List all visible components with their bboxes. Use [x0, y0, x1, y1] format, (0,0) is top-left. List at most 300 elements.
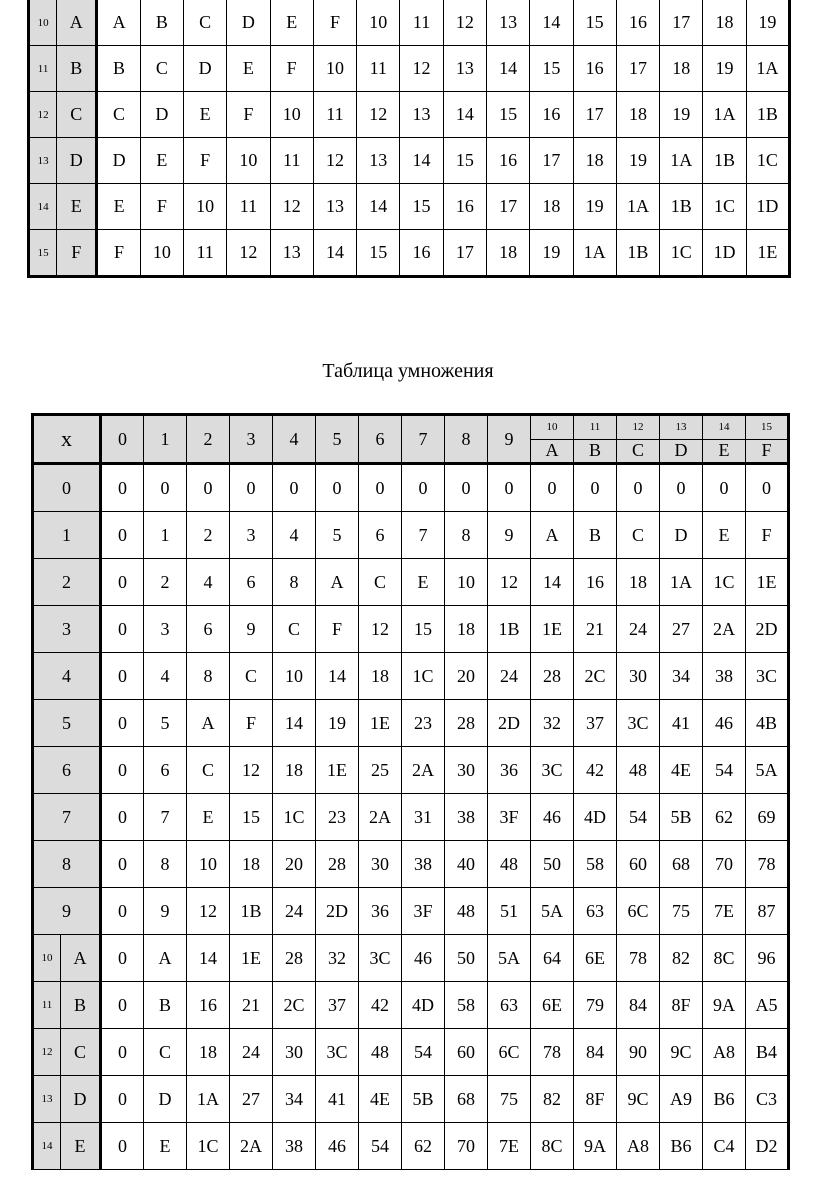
table-cell: 19	[316, 700, 359, 747]
table-cell: D	[97, 138, 140, 184]
table-row	[33, 747, 789, 794]
table-cell: 41	[660, 700, 703, 747]
table-cell: 0	[101, 512, 144, 559]
row-header-hex: D	[61, 1076, 101, 1123]
table-cell: 17	[616, 46, 659, 92]
table-cell: 82	[660, 935, 703, 982]
row-header: 9	[33, 888, 101, 935]
table-cell: 17	[443, 230, 486, 277]
table-cell: 12	[357, 92, 400, 138]
table-cell: 48	[359, 1029, 402, 1076]
table-cell: 3F	[402, 888, 445, 935]
table-cell: 14	[443, 92, 486, 138]
table-cell: 21	[230, 982, 273, 1029]
table-cell: 64	[531, 935, 574, 982]
col-header-dec: 11	[574, 415, 617, 440]
table-cell: 8F	[574, 1076, 617, 1123]
table-cell: 0	[703, 464, 746, 512]
table-cell: 11	[270, 138, 313, 184]
table-cell: 1B	[746, 92, 789, 138]
table-cell: 48	[488, 841, 531, 888]
table-row	[33, 1029, 789, 1076]
table-cell: 60	[445, 1029, 488, 1076]
table-cell: 10	[313, 46, 356, 92]
table-cell: A	[531, 512, 574, 559]
col-header-dec: 14	[703, 415, 746, 440]
table-cell: 0	[574, 464, 617, 512]
table-cell: F	[313, 0, 356, 46]
table-cell: E	[402, 559, 445, 606]
table-cell: C	[273, 606, 316, 653]
table-row	[29, 46, 790, 92]
table-cell: 32	[316, 935, 359, 982]
table-cell: 60	[617, 841, 660, 888]
table-cell: E	[144, 1123, 187, 1170]
row-header-hex: C	[61, 1029, 101, 1076]
table-cell: 0	[101, 841, 144, 888]
table-cell: 0	[359, 464, 402, 512]
table-cell: 14	[486, 46, 529, 92]
table-cell: 4D	[402, 982, 445, 1029]
col-header-dec: 13	[660, 415, 703, 440]
table-cell: 3C	[316, 1029, 359, 1076]
table-cell: 0	[101, 559, 144, 606]
row-header: 5	[33, 700, 101, 747]
table-cell: 18	[230, 841, 273, 888]
col-header-hex: A	[531, 439, 574, 464]
table-cell: 54	[703, 747, 746, 794]
table-cell: 38	[273, 1123, 316, 1170]
table-cell: 15	[443, 138, 486, 184]
table-cell: 0	[101, 1029, 144, 1076]
table-cell: A	[187, 700, 230, 747]
table-row	[29, 0, 790, 46]
table-cell: 1B	[230, 888, 273, 935]
table-cell: 1A	[660, 138, 703, 184]
table-row	[33, 700, 789, 747]
col-header-dec: 15	[746, 415, 789, 440]
table-cell: D	[183, 46, 226, 92]
table-cell: 18	[445, 606, 488, 653]
table-cell: 23	[316, 794, 359, 841]
table-cell: 0	[746, 464, 789, 512]
table-cell: 18	[617, 559, 660, 606]
row-header: 4	[33, 653, 101, 700]
table-cell: 5	[316, 512, 359, 559]
table-cell: 1B	[660, 184, 703, 230]
table-cell: 4E	[359, 1076, 402, 1123]
table-cell: A8	[617, 1123, 660, 1170]
table-cell: 1A	[616, 184, 659, 230]
row-header-hex: B	[57, 46, 97, 92]
table-cell: 27	[230, 1076, 273, 1123]
table-cell: B6	[660, 1123, 703, 1170]
table-cell: 6C	[488, 1029, 531, 1076]
table-cell: 2	[187, 512, 230, 559]
table-cell: 15	[486, 92, 529, 138]
table-cell: 30	[617, 653, 660, 700]
table-cell: 16	[443, 184, 486, 230]
table-cell: 23	[402, 700, 445, 747]
table-row	[33, 559, 789, 606]
table-cell: 32	[531, 700, 574, 747]
table-cell: 3C	[617, 700, 660, 747]
table-cell: 2A	[402, 747, 445, 794]
table-cell: 5B	[660, 794, 703, 841]
table-cell: 8	[187, 653, 230, 700]
table-cell: 7	[402, 512, 445, 559]
table-cell: 6	[359, 512, 402, 559]
table-cell: C3	[746, 1076, 789, 1123]
table-cell: B6	[703, 1076, 746, 1123]
table-cell: 1E	[746, 230, 789, 277]
table-cell: 46	[316, 1123, 359, 1170]
row-header-hex: F	[57, 230, 97, 277]
table-cell: 24	[273, 888, 316, 935]
table-cell: C	[97, 92, 140, 138]
table-cell: 12	[187, 888, 230, 935]
table-cell: 16	[486, 138, 529, 184]
table-cell: 4B	[746, 700, 789, 747]
table-cell: 14	[400, 138, 443, 184]
table-cell: D	[227, 0, 270, 46]
table-cell: 31	[402, 794, 445, 841]
table-cell: 1A	[660, 559, 703, 606]
header-row	[33, 415, 789, 440]
table-cell: 1B	[488, 606, 531, 653]
table-cell: 3C	[359, 935, 402, 982]
table-cell: 5A	[746, 747, 789, 794]
table-row	[29, 138, 790, 184]
row-header-dec: 14	[29, 184, 57, 230]
table-cell: 7E	[703, 888, 746, 935]
row-header: 3	[33, 606, 101, 653]
table-cell: 1E	[316, 747, 359, 794]
row-header-dec: 13	[33, 1076, 61, 1123]
table-cell: 2A	[230, 1123, 273, 1170]
table-cell: 48	[617, 747, 660, 794]
table-cell: 5A	[531, 888, 574, 935]
table-cell: E	[703, 512, 746, 559]
table-cell: 17	[660, 0, 703, 46]
table-row	[33, 1076, 789, 1123]
table-cell: 0	[445, 464, 488, 512]
table-cell: D	[140, 92, 183, 138]
table-cell: 68	[660, 841, 703, 888]
table-cell: 48	[445, 888, 488, 935]
table-cell: 0	[101, 794, 144, 841]
table-cell: 3	[144, 606, 187, 653]
col-header: 9	[488, 415, 531, 464]
table-cell: 2	[144, 559, 187, 606]
row-header: 2	[33, 559, 101, 606]
row-header-hex: C	[57, 92, 97, 138]
table-cell: 15	[530, 46, 573, 92]
table-cell: 1D	[703, 230, 746, 277]
table-cell: 1E	[359, 700, 402, 747]
table-row	[33, 982, 789, 1029]
table-cell: 6	[230, 559, 273, 606]
table-cell: 1A	[187, 1076, 230, 1123]
row-header-hex: D	[57, 138, 97, 184]
col-header-hex: D	[660, 439, 703, 464]
multiplication-table-body	[33, 415, 789, 1170]
table-cell: 18	[573, 138, 616, 184]
col-header: 2	[187, 415, 230, 464]
table-cell: 63	[488, 982, 531, 1029]
table-cell: 18	[660, 46, 703, 92]
row-header: 6	[33, 747, 101, 794]
table-cell: E	[97, 184, 140, 230]
table-cell: 10	[227, 138, 270, 184]
table-cell: 1C	[703, 559, 746, 606]
table-cell: 13	[270, 230, 313, 277]
table-row	[29, 230, 790, 277]
table-cell: 0	[187, 464, 230, 512]
table-cell: 1B	[616, 230, 659, 277]
table-cell: 9C	[617, 1076, 660, 1123]
table-cell: 16	[616, 0, 659, 46]
table-cell: 4D	[574, 794, 617, 841]
table-cell: 3C	[531, 747, 574, 794]
table-cell: C	[187, 747, 230, 794]
table-cell: 1C	[703, 184, 746, 230]
table-cell: 15	[357, 230, 400, 277]
table-row	[33, 841, 789, 888]
table-cell: 10	[183, 184, 226, 230]
col-header-dec: 12	[617, 415, 660, 440]
table-cell: 38	[445, 794, 488, 841]
row-header-hex: B	[61, 982, 101, 1029]
table-cell: C4	[703, 1123, 746, 1170]
table-cell: E	[227, 46, 270, 92]
table-cell: 8	[445, 512, 488, 559]
table-cell: 0	[101, 747, 144, 794]
table-cell: 14	[187, 935, 230, 982]
table-cell: 1C	[746, 138, 789, 184]
table-cell: C	[617, 512, 660, 559]
table-cell: 42	[574, 747, 617, 794]
table-cell: 24	[488, 653, 531, 700]
row-header-dec: 15	[29, 230, 57, 277]
table-cell: 12	[230, 747, 273, 794]
col-header: 3	[230, 415, 273, 464]
col-header-hex: E	[703, 439, 746, 464]
row-header-dec: 10	[33, 935, 61, 982]
table-cell: A5	[746, 982, 789, 1029]
table-cell: 18	[486, 230, 529, 277]
table-cell: B	[144, 982, 187, 1029]
table-row	[33, 464, 789, 512]
table-cell: 6C	[617, 888, 660, 935]
col-header: 1	[144, 415, 187, 464]
table-cell: 18	[703, 0, 746, 46]
table-cell: B	[140, 0, 183, 46]
table-cell: 38	[703, 653, 746, 700]
table-cell: 12	[270, 184, 313, 230]
table-cell: 46	[402, 935, 445, 982]
table-cell: 4	[273, 512, 316, 559]
table-cell: 36	[488, 747, 531, 794]
table-cell: 10	[140, 230, 183, 277]
table-cell: 84	[617, 982, 660, 1029]
table-cell: 3F	[488, 794, 531, 841]
table-cell: 75	[660, 888, 703, 935]
table-cell: 18	[616, 92, 659, 138]
table-cell: 87	[746, 888, 789, 935]
table-row	[29, 184, 790, 230]
table-cell: 82	[531, 1076, 574, 1123]
table-cell: 62	[703, 794, 746, 841]
row-header-dec: 12	[29, 92, 57, 138]
table-cell: 11	[313, 92, 356, 138]
table-cell: 3	[230, 512, 273, 559]
table-cell: B4	[746, 1029, 789, 1076]
table-cell: 14	[316, 653, 359, 700]
table-cell: 20	[445, 653, 488, 700]
table-cell: 7E	[488, 1123, 531, 1170]
table-cell: 15	[573, 0, 616, 46]
table-row	[33, 1123, 789, 1170]
addition-table-fragment	[27, 0, 791, 278]
table-cell: 8	[144, 841, 187, 888]
table-cell: 18	[273, 747, 316, 794]
table-cell: 6E	[574, 935, 617, 982]
table-cell: 0	[101, 1123, 144, 1170]
table-cell: 12	[227, 230, 270, 277]
table-cell: 0	[144, 464, 187, 512]
table-cell: 19	[660, 92, 703, 138]
table-row	[29, 92, 790, 138]
table-cell: 16	[573, 46, 616, 92]
table-row	[33, 888, 789, 935]
table-cell: 79	[574, 982, 617, 1029]
table-cell: 1C	[273, 794, 316, 841]
table-cell: 11	[227, 184, 270, 230]
multiplication-table	[31, 413, 790, 1170]
col-header-dec: 10	[531, 415, 574, 440]
table-cell: 36	[359, 888, 402, 935]
table-cell: 0	[531, 464, 574, 512]
table-cell: 2D	[488, 700, 531, 747]
table-cell: 27	[660, 606, 703, 653]
table-cell: D	[144, 1076, 187, 1123]
table-cell: 2D	[746, 606, 789, 653]
table-cell: 78	[746, 841, 789, 888]
table-cell: 75	[488, 1076, 531, 1123]
table-cell: 18	[359, 653, 402, 700]
table-cell: 9C	[660, 1029, 703, 1076]
table-cell: 63	[574, 888, 617, 935]
table-cell: 11	[357, 46, 400, 92]
table-cell: 14	[531, 559, 574, 606]
row-header: 8	[33, 841, 101, 888]
table-cell: 16	[574, 559, 617, 606]
table-cell: 37	[316, 982, 359, 1029]
table-cell: 19	[530, 230, 573, 277]
table-cell: 1C	[402, 653, 445, 700]
table-cell: 19	[703, 46, 746, 92]
table-cell: F	[227, 92, 270, 138]
table-cell: A	[97, 0, 140, 46]
table-cell: 12	[488, 559, 531, 606]
table-cell: 2C	[273, 982, 316, 1029]
row-header: 1	[33, 512, 101, 559]
col-header-hex: F	[746, 439, 789, 464]
table-cell: 11	[183, 230, 226, 277]
table-cell: 42	[359, 982, 402, 1029]
table-cell: 0	[101, 1076, 144, 1123]
table-cell: 50	[531, 841, 574, 888]
table-cell: 8	[273, 559, 316, 606]
table-cell: F	[140, 184, 183, 230]
table-cell: 34	[273, 1076, 316, 1123]
table-cell: F	[270, 46, 313, 92]
table-cell: A8	[703, 1029, 746, 1076]
table-cell: 0	[230, 464, 273, 512]
table-cell: 1A	[573, 230, 616, 277]
table-cell: 2D	[316, 888, 359, 935]
table-cell: 1B	[703, 138, 746, 184]
table-cell: 50	[445, 935, 488, 982]
row-header: 7	[33, 794, 101, 841]
table-cell: 41	[316, 1076, 359, 1123]
table-cell: F	[316, 606, 359, 653]
table-cell: 19	[746, 0, 789, 46]
table-cell: 12	[313, 138, 356, 184]
table-cell: 6	[187, 606, 230, 653]
table-cell: 4E	[660, 747, 703, 794]
row-header-dec: 13	[29, 138, 57, 184]
table-cell: E	[183, 92, 226, 138]
table-cell: C	[140, 46, 183, 92]
row-header-hex: A	[57, 0, 97, 46]
col-header: 6	[359, 415, 402, 464]
table-cell: 13	[486, 0, 529, 46]
table-cell: 0	[101, 982, 144, 1029]
table-cell: 0	[101, 464, 144, 512]
table-cell: 12	[400, 46, 443, 92]
row-header-dec: 14	[33, 1123, 61, 1170]
row-header-dec: 11	[33, 982, 61, 1029]
table-cell: 0	[488, 464, 531, 512]
table-cell: 46	[703, 700, 746, 747]
table-cell: 24	[617, 606, 660, 653]
table-cell: 18	[530, 184, 573, 230]
table-cell: 10	[357, 0, 400, 46]
table-cell: 10	[273, 653, 316, 700]
table-cell: 0	[617, 464, 660, 512]
table-cell: 8F	[660, 982, 703, 1029]
table-cell: 17	[530, 138, 573, 184]
table-cell: E	[187, 794, 230, 841]
table-cell: 24	[230, 1029, 273, 1076]
table-cell: 84	[574, 1029, 617, 1076]
table-cell: 1E	[230, 935, 273, 982]
table-cell: 28	[531, 653, 574, 700]
table-cell: F	[97, 230, 140, 277]
table-cell: 5	[144, 700, 187, 747]
table-row	[33, 512, 789, 559]
table-cell: 17	[573, 92, 616, 138]
table-cell: 2A	[703, 606, 746, 653]
table-cell: 40	[445, 841, 488, 888]
table-cell: 15	[402, 606, 445, 653]
table-row	[33, 606, 789, 653]
table-cell: 1E	[746, 559, 789, 606]
table-cell: 14	[530, 0, 573, 46]
row-header-hex: E	[61, 1123, 101, 1170]
